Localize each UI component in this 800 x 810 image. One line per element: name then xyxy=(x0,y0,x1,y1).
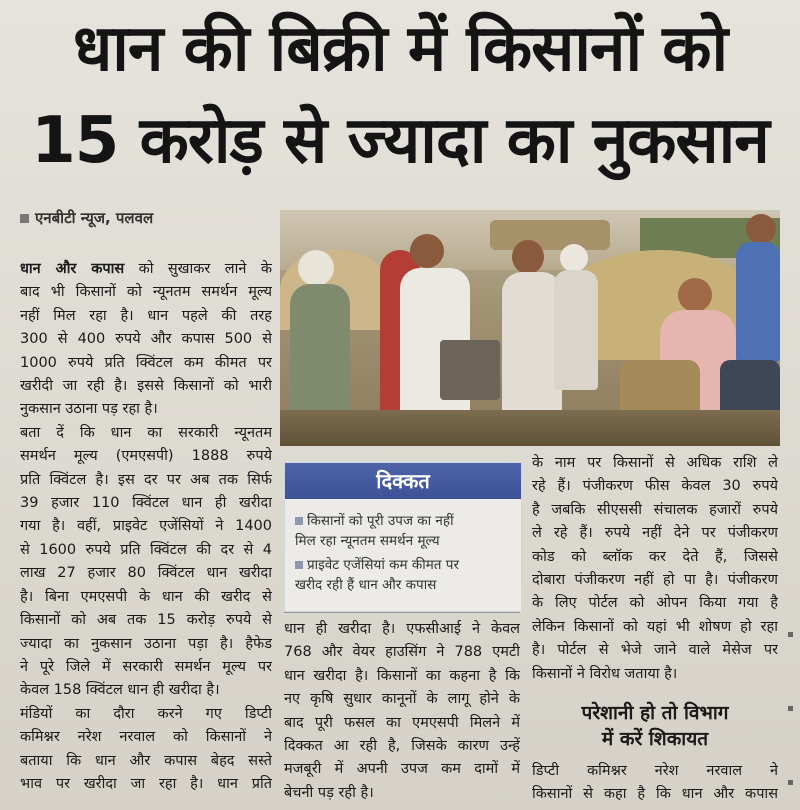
line-text: है। बिना एमएसपी के धान की खरीद से xyxy=(20,588,272,605)
problem-item-2-line-2: खरीद रही हैं धान और कपास xyxy=(295,577,437,593)
problem-item-2-line-1: प्राइवेट एजेंसियां कम कीमत पर xyxy=(307,557,459,573)
line-text: किसानों को अब तक 15 करोड़ रुपये से xyxy=(20,612,272,629)
line-text: कमिश्नर नरेश नरवाल को किसानों ने xyxy=(20,729,272,746)
text-line xyxy=(20,773,272,796)
text-line xyxy=(20,633,272,656)
text-line xyxy=(20,398,272,421)
line-text: बता दें कि धान का सरकारी न्यूनतम xyxy=(20,424,272,441)
line-text: बाद पूरी फसल का एमएसपी मिलने में xyxy=(284,714,520,731)
text-line xyxy=(532,569,778,592)
line-text: से 1600 रुपये प्रति क्विंटल की दर से 4 xyxy=(20,541,272,558)
text-line xyxy=(20,445,272,468)
line-text: समर्थन मूल्य (एमएसपी) 1888 रुपये xyxy=(20,448,272,465)
byline-square-icon xyxy=(20,214,29,223)
text-line xyxy=(532,760,778,783)
text-line xyxy=(20,375,272,398)
article-column-3 xyxy=(532,452,778,686)
text-line xyxy=(284,712,520,735)
market-photo xyxy=(280,210,780,446)
bullet-square-icon xyxy=(295,517,303,525)
problems-box-title: दिक्कत xyxy=(285,463,521,499)
line-text: नए कृषि सुधार कानूनों के लागू होने के xyxy=(284,691,520,708)
text-line xyxy=(20,609,272,632)
problems-box xyxy=(284,462,522,612)
text-line xyxy=(284,688,520,711)
text-line xyxy=(532,452,778,475)
text-line xyxy=(20,305,272,328)
text-line xyxy=(532,546,778,569)
line-text: मजबूरी में अपनी उपज कम दामों में xyxy=(284,761,520,778)
line-text: धान ही खरीदा है। एफसीआई ने केवल xyxy=(284,621,520,637)
line-text: धान खरीदा है। किसानों का कहना है कि xyxy=(284,667,520,684)
line-text: के लिए पोर्टल को ओपन किया गया है xyxy=(532,595,778,612)
subheading xyxy=(532,700,778,752)
line-text: दिक्कत आ रही है, जिसके कारण उन्हें xyxy=(284,738,520,755)
text-line xyxy=(284,782,520,805)
text-line xyxy=(20,422,272,445)
text-line xyxy=(20,562,272,585)
text-line xyxy=(20,539,272,562)
line-text: केवल 158 क्विंटल धान ही खरीदा है। xyxy=(20,682,220,699)
bullet-square-icon xyxy=(295,561,303,569)
byline xyxy=(20,208,153,228)
line-text: लाख 27 हजार 80 क्विंटल धान खरीदा xyxy=(20,565,272,582)
line-text: खरीदी जा रही है। इससे किसानों को भारी xyxy=(20,378,272,395)
line-text: किसानों से कहा है कि धान और कपास xyxy=(532,786,778,803)
line-text: किसानों ने विरोध जताया है। xyxy=(532,665,678,682)
text-line xyxy=(532,663,778,686)
text-line xyxy=(20,258,272,281)
text-line xyxy=(532,639,778,662)
text-line xyxy=(532,616,778,639)
article-column-1 xyxy=(20,258,272,796)
margin-dot xyxy=(788,632,793,637)
line-text: प्रति क्विंटल है। इस दर पर अब तक सिर्फ xyxy=(20,471,272,488)
line-text: ज्यादा का नुकसान उठाना पड़ा है। हैफेड xyxy=(20,635,272,652)
line-text: नुकसान उठाना पड़ रहा है। xyxy=(20,401,158,418)
headline-line-2: 15 करोड़ से ज्यादा का नुकसान xyxy=(31,104,769,178)
line-text: 300 से 400 रुपये और कपास 500 से xyxy=(20,331,272,348)
problem-item-2 xyxy=(295,555,515,595)
text-line xyxy=(20,352,272,375)
line-text: ले रहे हैं। रुपये नहीं देने पर पंजीकरण xyxy=(532,525,778,542)
text-line xyxy=(20,515,272,538)
text-line xyxy=(20,469,272,492)
text-line xyxy=(284,618,520,641)
article-column-2 xyxy=(284,618,520,805)
text-line xyxy=(532,499,778,522)
text-line xyxy=(20,726,272,749)
text-line xyxy=(20,492,272,515)
byline-text: एनबीटी न्यूज, पलवल xyxy=(35,209,154,227)
line-text: दोबारा पंजीकरण नहीं हो पा है। पंजीकरण xyxy=(532,572,778,589)
line-text: बेचनी पड़ रही है। xyxy=(284,784,374,801)
text-line xyxy=(284,735,520,758)
text-line xyxy=(20,703,272,726)
line-text: को सुखाकर लाने के xyxy=(124,261,272,277)
line-text: कोड को ब्लॉक कर देते हैं, जिससे xyxy=(532,548,778,565)
line-text: डिप्टी कमिश्नर नरेश नरवाल ने xyxy=(532,763,778,779)
line-text: है जबकि सीएससी संचालक हजारों रुपये xyxy=(532,501,778,518)
text-line xyxy=(284,641,520,664)
text-line xyxy=(20,750,272,773)
line-text: के नाम पर किसानों से अधिक राशि ले xyxy=(532,455,778,471)
line-text: ने पूरे जिले में सरकारी समर्थन मूल्य पर xyxy=(20,658,272,675)
problem-item-1-line-2: मिल रहा न्यूनतम समर्थन मूल्य xyxy=(295,533,440,549)
line-text: बताया कि धान और कपास बेहद सस्ते xyxy=(20,752,272,769)
problem-item-1-line-1: किसानों को पूरी उपज का नहीं xyxy=(307,513,454,529)
bold-lead: धान और कपास xyxy=(20,261,125,277)
headline-line-1: धान की बिक्री में किसानों को xyxy=(72,12,728,86)
subheading-line-1: परेशानी हो तो विभाग xyxy=(581,702,729,724)
line-text: रहे हैं। पंजीकरण फीस केवल 30 रुपये xyxy=(532,478,778,495)
line-text: मंडियों का दौरा करने गए डिप्टी xyxy=(20,705,272,722)
text-line xyxy=(532,783,778,806)
line-text: नहीं मिल रहा है। धान पहले की तरह xyxy=(20,307,272,324)
text-line xyxy=(532,475,778,498)
line-text: लेकिन किसानों को यहां भी शोषण हो रहा xyxy=(532,618,778,635)
text-line xyxy=(532,592,778,615)
line-text: बाद भी किसानों को न्यूनतम समर्थन मूल्य xyxy=(20,284,272,301)
problem-item-1 xyxy=(295,511,515,551)
text-line xyxy=(20,281,272,304)
line-text: 1000 रुपये प्रति क्विंटल कम कीमत पर xyxy=(20,354,272,371)
column-divider xyxy=(284,612,520,613)
text-line xyxy=(532,522,778,545)
margin-dot xyxy=(788,780,793,785)
text-line xyxy=(284,758,520,781)
line-text: 39 हजार 110 क्विंटल धान ही खरीदा xyxy=(20,495,272,512)
text-line xyxy=(20,656,272,679)
line-text: 768 और वेयर हाउसिंग ने 788 एमटी xyxy=(284,644,520,661)
line-text: भाव पर खरीदा जा रहा है। धान प्रति xyxy=(20,775,272,792)
text-line xyxy=(284,665,520,688)
article-column-3-tail xyxy=(532,760,778,807)
text-line xyxy=(20,328,272,351)
line-text: गया है। वहीं, प्राइवेट एजेंसियों ने 1400 xyxy=(20,518,272,535)
text-line xyxy=(20,679,272,702)
text-line xyxy=(20,586,272,609)
margin-dot xyxy=(788,706,793,711)
subheading-line-2: में करें शिकायत xyxy=(601,728,709,750)
line-text: है। पोर्टल से भेजे जाने वाले मेसेज पर xyxy=(532,642,778,659)
